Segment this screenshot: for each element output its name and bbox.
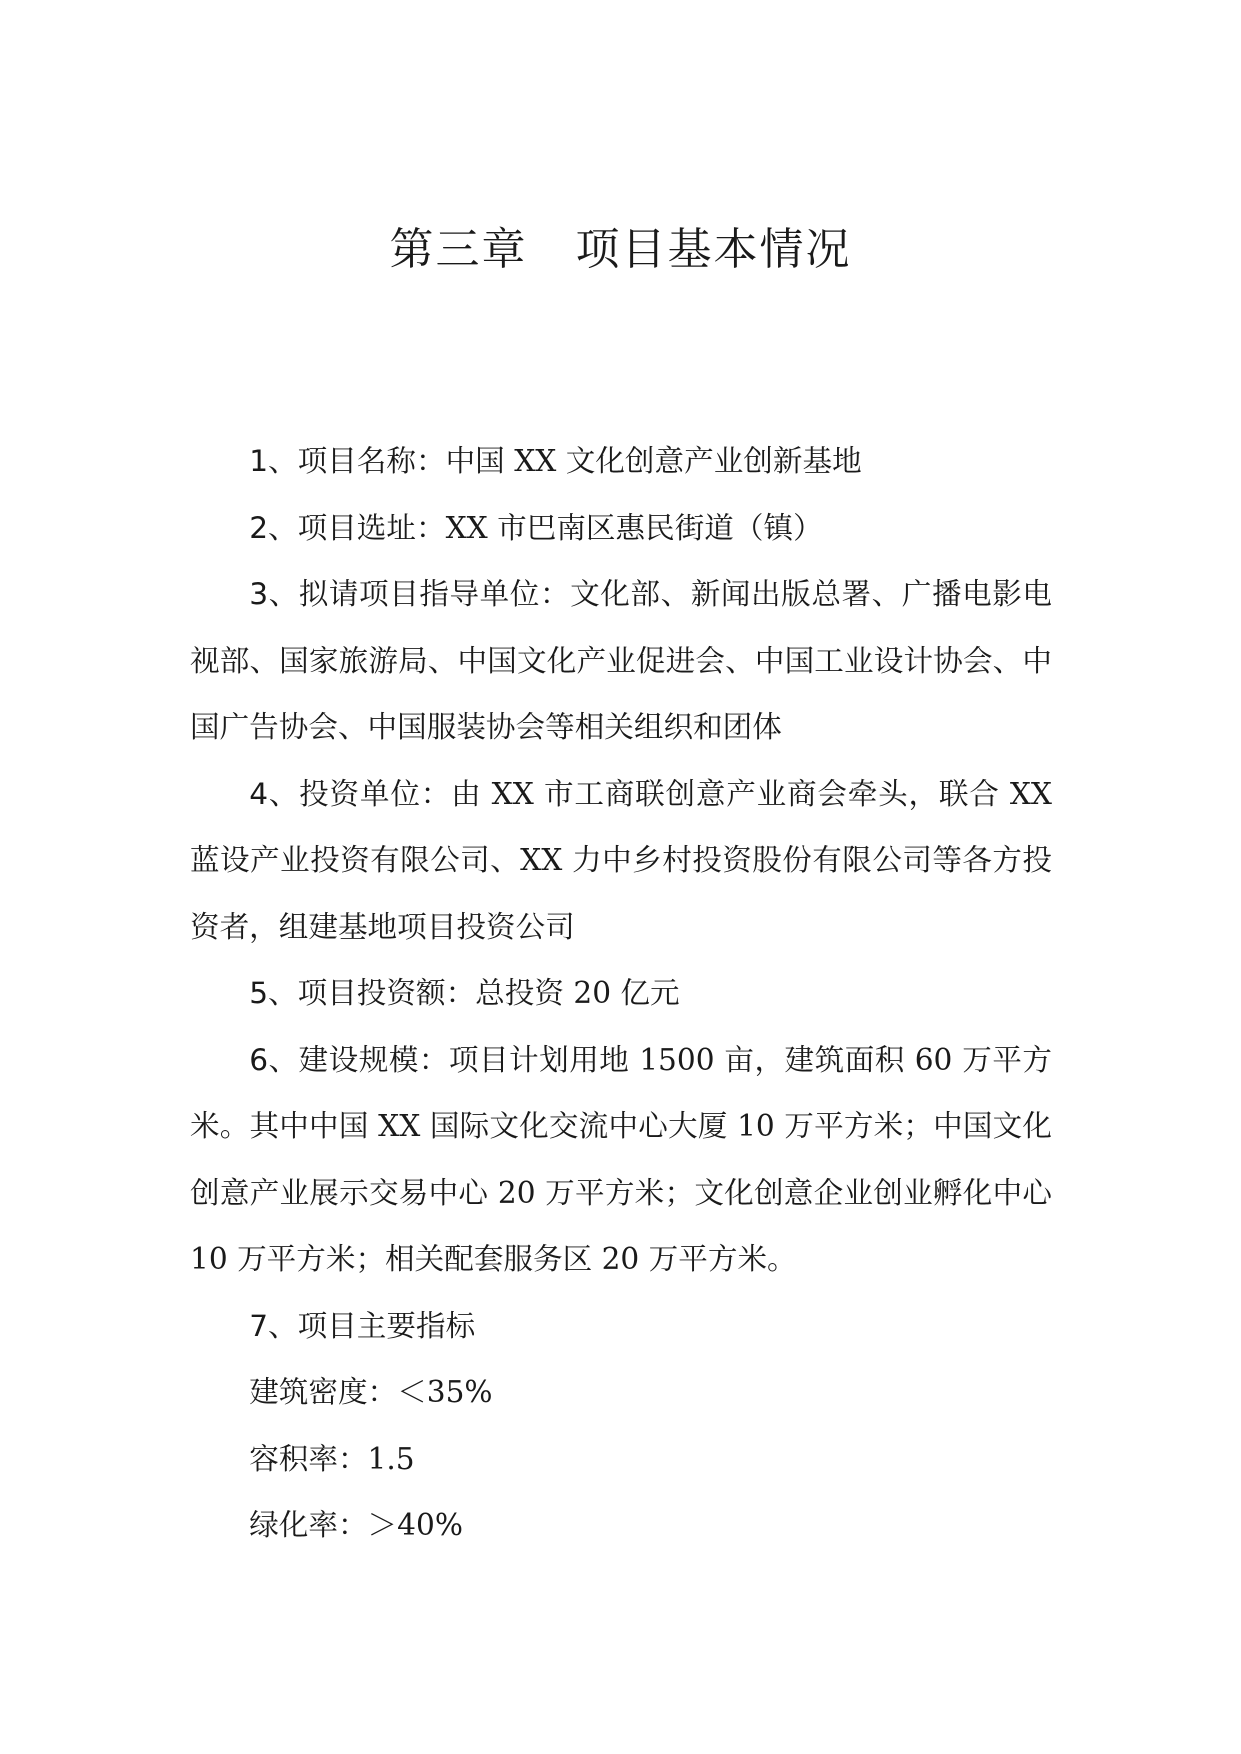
item-text: 由 XX 市工商联创意产业商会牵头，联合 XX 蓝设产业投资有限公司、XX 力中乡村投资股份有限公司等各方投资者，组建基地项目投资公司 [190, 776, 1052, 944]
chapter-title: 第三章 项目基本情况 [389, 224, 852, 275]
item-guidance-units [190, 561, 1052, 761]
item-construction-scale [190, 1027, 1052, 1293]
item-text: 中国 XX 文化创意产业创新基地 [445, 444, 862, 478]
item-investment-amount [190, 960, 1052, 1027]
item-label: 3、拟请项目指导单位： [249, 577, 571, 611]
item-label: 6、建设规模： [249, 1042, 449, 1077]
item-investors [190, 761, 1052, 961]
item-text: 总投资 20 亿元 [475, 976, 680, 1010]
indicator-plot-ratio: 容积率：1.5 [249, 1441, 415, 1476]
item-project-location [190, 495, 1052, 562]
indicator-greening-rate: 绿化率：＞40% [249, 1508, 463, 1542]
item-label: 5、项目投资额： [249, 976, 476, 1010]
item-project-name [190, 428, 1052, 495]
item-text: XX 市巴南区惠民街道（镇） [445, 510, 823, 545]
item-label: 1、项目名称： [249, 444, 446, 478]
item-label: 7、项目主要指标 [249, 1308, 476, 1343]
item-label: 4、投资单位： [249, 776, 452, 811]
item-text: 文化部、新闻出版总署、广播电影电视部、国家旅游局、中国文化产业促进会、中国工业设计协会、中国广告协会、中国服装协会等相关组织和团体 [190, 577, 1053, 744]
project-info-body [190, 428, 1052, 1559]
item-text: 项目计划用地 1500 亩，建筑面积 60 万平方米。其中中国 XX 国际文化交流中心大厦 10 万平方米；中国文化创意产业展示交易中心 20 万平方米；文化创意企业创业孵化中心 10 万平方米；相关配套服务区 20 万平方米。 [190, 1042, 1052, 1276]
item-label: 2、项目选址： [249, 510, 446, 545]
item-main-indicators [190, 1293, 1052, 1360]
indicator-building-density: 建筑密度：＜35% [249, 1375, 493, 1409]
